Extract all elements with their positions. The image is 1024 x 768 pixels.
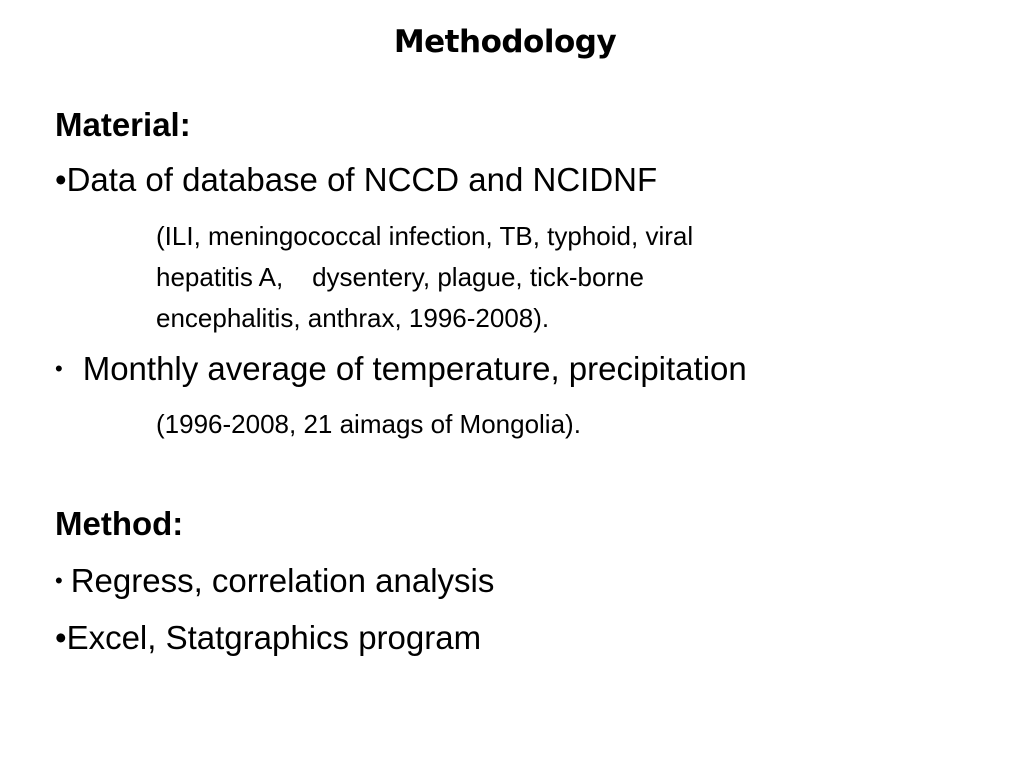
material-heading: Material: [55,106,191,143]
material-item-text: Data of database of NCCD and NCIDNF [66,161,658,198]
method-heading: Method: [55,505,184,542]
material-detail-line: hepatitis A, dysentery, plague, tick-borne [156,262,645,292]
method-item-software [55,619,481,657]
material-item-text: Monthly average of temperature, precipitation [82,350,747,387]
material-detail-line: (1996-2008, 21 aimags of Mongolia). [156,409,581,439]
bullet-icon: • [55,619,67,656]
bullet-icon: • [55,356,63,381]
material-item-climate [55,350,747,388]
method-item-regression [55,562,494,600]
slide-title: Methodology [393,24,617,60]
method-item-text: Regress, correlation analysis [70,562,495,599]
material-item-database [55,161,657,199]
method-item-text: Excel, Statgraphics program [66,619,482,656]
bullet-icon: • [55,161,67,198]
material-detail-line: (ILI, meningococcal infection, TB, typhoid, viral [156,221,694,251]
material-detail-line: encephalitis, anthrax, 1996-2008). [156,303,550,333]
bullet-icon: • [55,568,63,593]
